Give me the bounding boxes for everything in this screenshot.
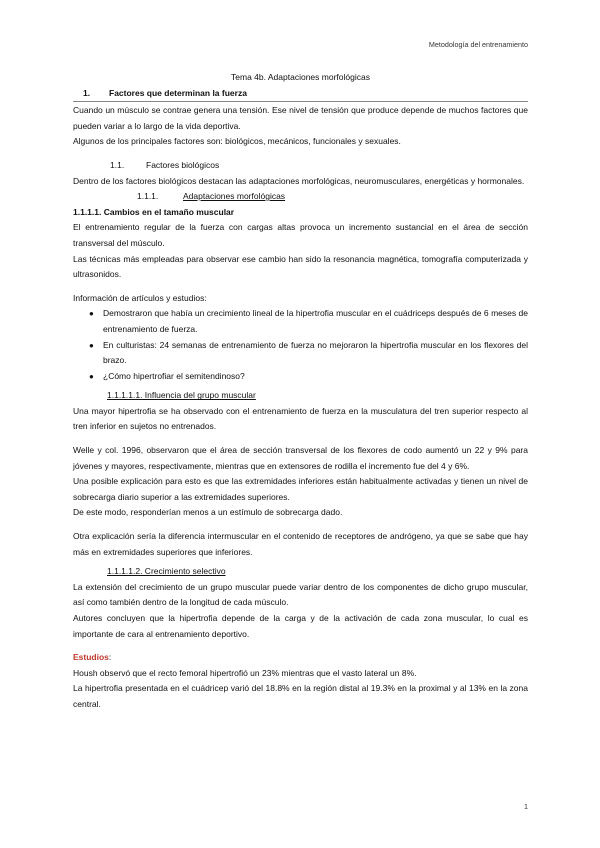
section-1-1-1-heading	[73, 189, 528, 205]
section-1-heading	[73, 86, 528, 103]
cambios-paragraph: El entrenamiento regular de la fuerza con cargas altas provoca un incremento sustancial en el área de sección transversal del músculo.	[73, 222, 528, 248]
otra-paragraph: Otra explicación sería la diferencia intermuscular en el contenido de receptores de andrógeno, ya que se sabe que hay más en extremidades superiores que inferiores.	[73, 531, 528, 557]
estudios-paragraph: La hipertrofia presentada en el cuádricep varió del 18.8% en la región distal al 19.3% en la proximal y al 13% en la zona central.	[73, 683, 528, 709]
selectivo-paragraph: La extensión del crecimiento de un grupo muscular puede variar dentro de los componentes de dicho grupo muscular, así como también dentro de la longitud de cada músculo.	[73, 581, 528, 608]
bio-paragraph: Dentro de los factores biológicos destacan las adaptaciones morfológicas, neuromusculares, energéticas y hormonales.	[73, 175, 525, 186]
info-title: Información de artículos y estudios:	[73, 292, 207, 303]
section-1-1-heading	[73, 158, 528, 174]
intro-paragraph: Cuando un músculo se contrae genera una tensión. Ese nivel de tensión que produce depende de muchos factores que pueden variar a lo largo de la vida deportiva.	[73, 105, 528, 131]
document-title: Tema 4b. Adaptaciones morfológicas	[231, 72, 370, 82]
study-bullet-list	[73, 306, 528, 384]
section-1-1-1-1-1-heading: 1.1.1.1.1. Influencia del grupo muscular	[107, 390, 256, 401]
welle-paragraph: De este modo, responderían menos a un estímulo de sobrecarga dado.	[73, 507, 343, 518]
bullet-icon: ●	[89, 371, 94, 381]
welle-paragraph: Una posible explicación para esto es que las extremidades inferiores están habitualmente activadas y tienen un nivel de sobrecarga diario superior a las extremidades superiores.	[73, 476, 528, 502]
list-item: ● En culturistas: 24 semanas de entrenamiento de fuerza no mejoraron la hipertrofia muscular en los flexores del brazo.	[89, 339, 528, 366]
section-number: 1.1.1.	[137, 191, 159, 202]
page-number: 1	[524, 802, 528, 811]
section-title: Factores biológicos	[146, 159, 220, 170]
section-title: Adaptaciones morfológicas	[183, 191, 286, 202]
section-number: 1.1.	[110, 159, 125, 170]
estudios-label: Estudios	[73, 652, 109, 663]
bullet-icon: ●	[89, 340, 94, 350]
estudios-paragraph: Housh observó que el recto femoral hipertrofió un 23% mientras que el vasto lateral un 8%.	[73, 667, 417, 678]
running-header: Metodología del entrenamiento	[428, 40, 528, 49]
bullet-icon: ●	[89, 309, 94, 319]
section-1-1-1-1-heading: 1.1.1.1. Cambios en el tamaño muscular	[73, 206, 235, 217]
list-item: ● Demostraron que había un crecimiento lineal de la hipertrofia muscular en el cuádriceps después de 6 meses de entrenamiento de fuerza.	[89, 308, 528, 334]
section-title: Factores que determinan la fuerza	[109, 87, 247, 98]
section-number: 1.	[83, 87, 91, 98]
page-content	[73, 70, 528, 713]
cambios-paragraph: Las técnicas más empleadas para observar ese cambio han sido la resonancia magnética, tomografía computerizada y ultrasonidos.	[73, 253, 528, 280]
influencia-paragraph: Una mayor hipertrofia se ha observado con el entrenamiento de fuerza en la musculatura del tren superior respecto al tren inferior en sujetos no entrenados.	[73, 405, 528, 432]
section-1-1-1-1-2-heading: 1.1.1.1.2. Crecimiento selectivo	[107, 566, 226, 577]
welle-paragraph: Welle y col. 1996, observaron que el área de sección transversal de los flexores de codo aumentó un 22 y 9% para jóvenes y mayores, respectivamente, mientras que en extensores de rodilla el incremento fue del 4 y 6%.	[73, 445, 528, 471]
estudios-heading: Estudios:	[73, 652, 112, 663]
list-item: ● ¿Cómo hipertrofiar el semitendinoso?	[73, 369, 528, 385]
selectivo-paragraph: Autores concluyen que la hipertrofia depende de la carga y de la activación de cada zona muscular, lo cual es importante de cara al entrenamiento deportivo.	[73, 613, 528, 639]
intro-paragraph: Algunos de los principales factores son: biológicos, mecánicos, funcionales y sexuales.	[73, 136, 401, 147]
